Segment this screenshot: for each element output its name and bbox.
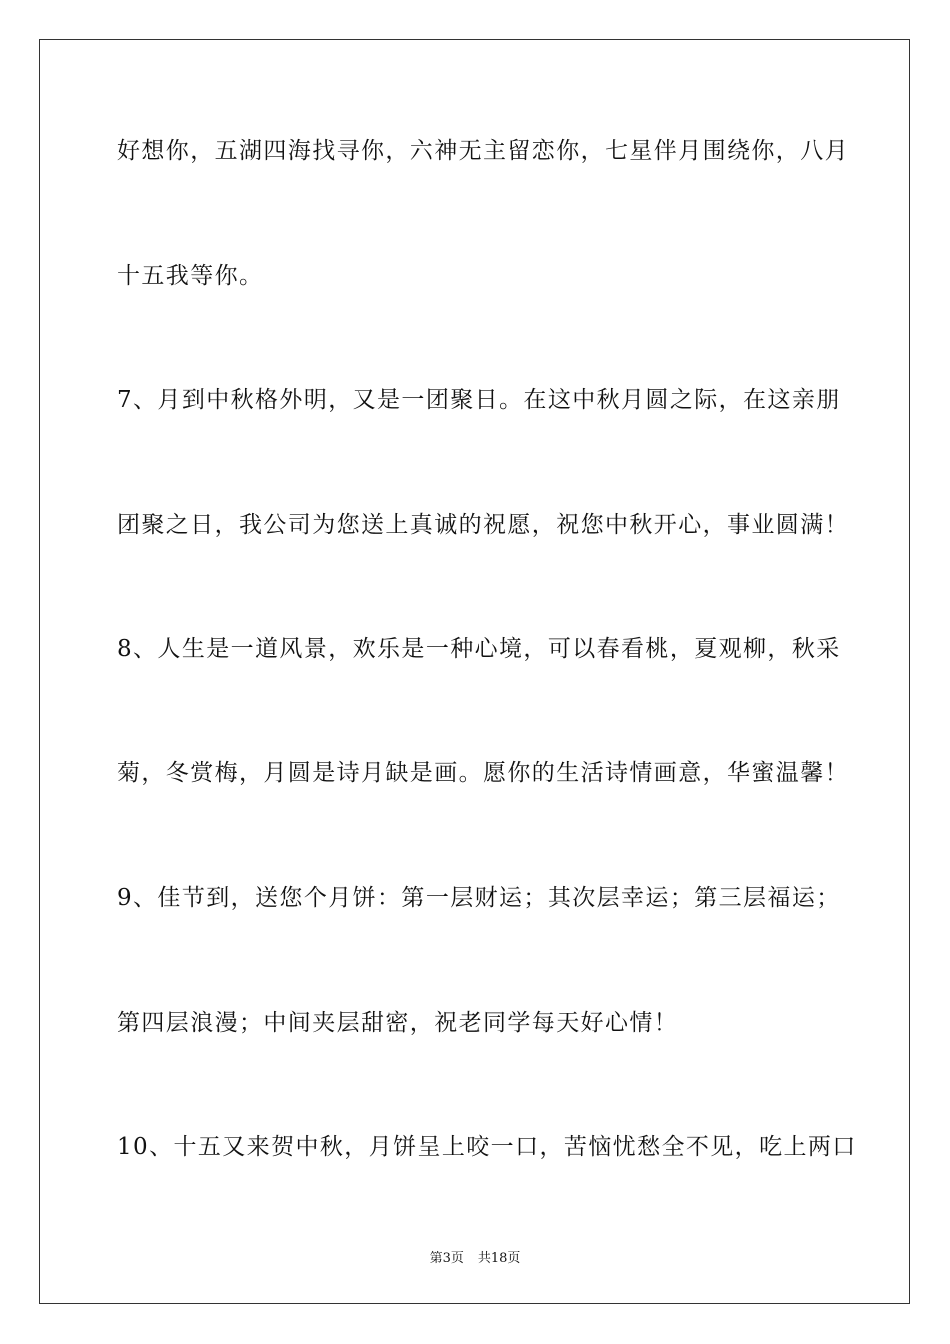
page-border — [39, 39, 910, 1304]
text-line: 十五我等你。 — [117, 263, 264, 289]
text-line: 菊，冬赏梅，月圆是诗月缺是画。愿你的生活诗情画意，华蜜温馨！ — [117, 760, 849, 786]
page-total: 共18页 — [477, 1251, 521, 1266]
page-number: 第3页 — [429, 1251, 464, 1266]
text-line: 第四层浪漫；中间夹层甜密，祝老同学每天好心情！ — [117, 1010, 679, 1036]
text-line: 好想你，五湖四海找寻你，六神无主留恋你，七星伴月围绕你，八月 — [117, 138, 849, 164]
page-footer — [0, 1247, 950, 1266]
text-line: 10、十五又来贺中秋，月饼呈上咬一口，苦恼忧愁全不见，吃上两口 — [117, 1134, 857, 1160]
text-line: 9、佳节到，送您个月饼：第一层财运；其次层幸运；第三层福运； — [117, 885, 841, 911]
text-line: 7、月到中秋格外明，又是一团聚日。在这中秋月圆之际，在这亲朋 — [117, 387, 841, 413]
text-line: 8、人生是一道风景，欢乐是一种心境，可以春看桃，夏观柳，秋采 — [117, 636, 841, 662]
text-line: 团聚之日，我公司为您送上真诚的祝愿，祝您中秋开心，事业圆满！ — [117, 512, 849, 538]
